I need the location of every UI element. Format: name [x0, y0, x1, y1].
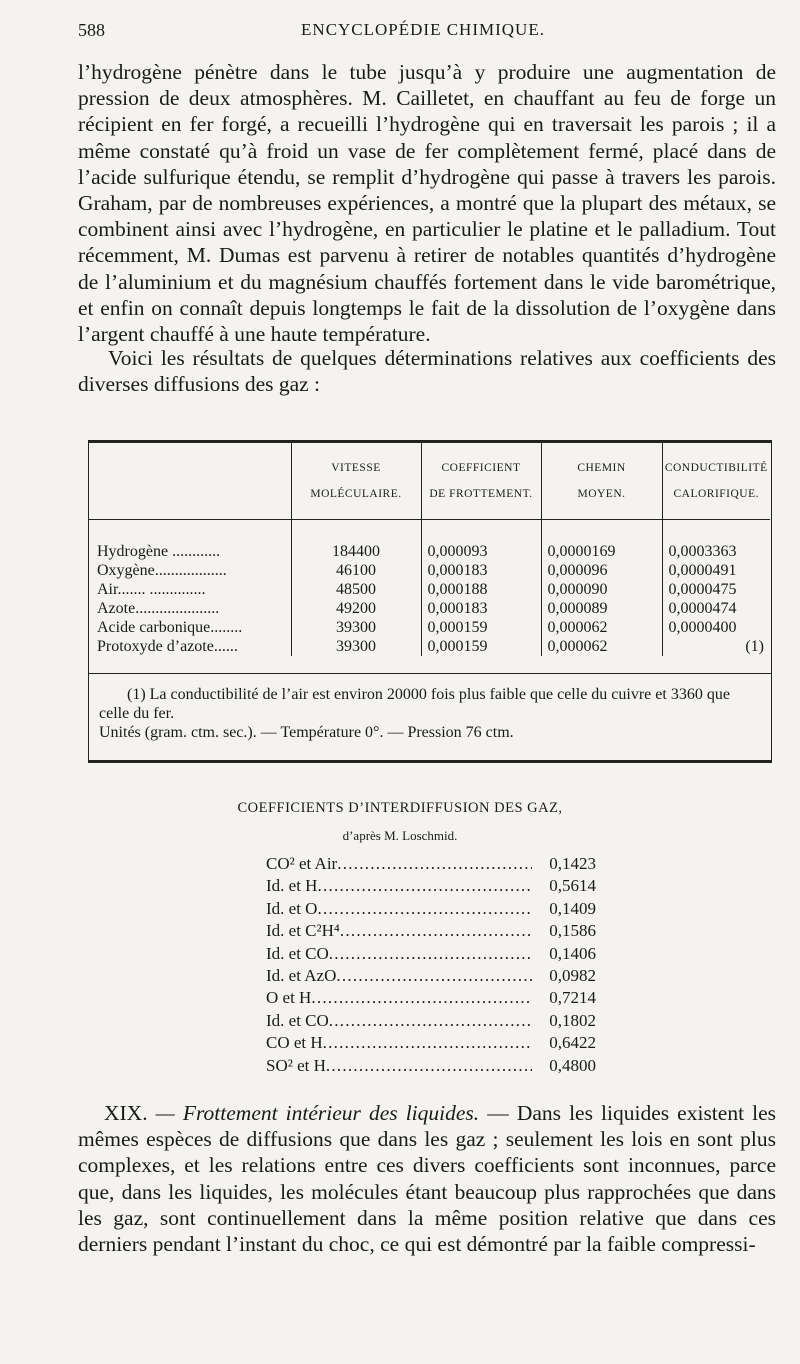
list-item	[266, 943, 596, 965]
table-row	[89, 561, 770, 580]
gas-pair: Id. et CO	[266, 1010, 329, 1030]
conductibilite-value: 0,0000491	[662, 561, 770, 580]
list-item	[266, 898, 596, 920]
header-conductibilite: CONDUCTIBILITÉ CALORIFIQUE.	[662, 443, 770, 520]
coefficient-value: 0,1423	[549, 854, 596, 873]
section-body: — Dans les liquides existent les mêmes espèces de diffusions que dans les gaz ; seulement les lois en sont plus complexes, et les relations entre ces divers coefficients sont inconnues, parce que, dans les liquides, les molécules étant beaucoup plus rapprochées que dans les gaz, sont continuellement dans la même position relative que dans ces derniers pendant l’instant du choc, ce qui est démontré par la faible compressi-	[78, 1101, 777, 1257]
coefficient-value: 0,1406	[549, 943, 596, 963]
gas-name: Hydrogène ............	[97, 543, 221, 560]
list-item	[266, 987, 596, 1009]
gas-name: Azote.....................	[97, 600, 220, 617]
list-item	[266, 853, 596, 875]
diffusion-table-frame	[88, 440, 772, 763]
list-item	[266, 875, 596, 897]
chemin-value: 0,0000169	[541, 520, 662, 562]
page-number: 588	[78, 20, 105, 40]
table-row	[89, 520, 770, 562]
header-chemin: CHEMIN MOYEN.	[541, 443, 662, 520]
list-item	[266, 965, 596, 987]
gas-name: Protoxyde d’azote......	[97, 638, 238, 655]
gas-pair: O et H	[266, 988, 312, 1008]
gas-pair: Id. et C²H⁴	[266, 921, 340, 941]
table-row	[89, 580, 770, 599]
vitesse-value: 39300	[291, 618, 421, 637]
running-title: ENCYCLOPÉDIE CHIMIQUE.	[301, 20, 545, 39]
section-number: XIX.	[104, 1101, 148, 1125]
chemin-value: 0,000089	[541, 599, 662, 618]
units-note: Unités (gram. ctm. sec.). — Température 0°. — Pression 76 ctm.	[99, 724, 514, 741]
conductibilite-value: 0,0000400	[662, 618, 770, 637]
frottement-value: 0,000183	[421, 599, 541, 618]
chemin-value: 0,000062	[541, 637, 662, 656]
paragraph-liquid-friction	[78, 1100, 776, 1257]
list-item	[266, 1010, 596, 1032]
table-row	[89, 599, 770, 618]
gas-name: Air....... ..............	[97, 581, 206, 598]
chemin-value: 0,000062	[541, 618, 662, 637]
header-frottement: COEFFICIENT DE FROTTEMENT.	[421, 443, 541, 520]
table-row	[89, 637, 770, 656]
gas-pair: Id. et CO	[266, 943, 329, 963]
list-item	[266, 920, 596, 942]
table-notes	[99, 685, 761, 742]
chemin-value: 0,000096	[541, 561, 662, 580]
diffusion-table	[89, 443, 770, 656]
table-notes-divider	[89, 673, 771, 674]
chemin-value: 0,000090	[541, 580, 662, 599]
vitesse-value: 184400	[291, 520, 421, 562]
header-vitesse: VITESSE MOLÉCULAIRE.	[291, 443, 421, 520]
interdiffusion-title: COEFFICIENTS D’INTERDIFFUSION DES GAZ,	[237, 800, 563, 816]
paragraph-hydrogen-diffusion: l’hydrogène pénètre dans le tube jusqu’à y produire une augmentation de pression de deux atmosphères. M. Cailletet, en chauffant au feu de forge un récipient en fer forgé, a recueilli l’hydrogène qui en traversait les parois ; il a même constaté qu’à froid un vase de fer complètement fermé, placé dans de l’acide sulfurique étendu, se remplit d’hydrogène qui passe à travers les parois. Graham, par de nombreuses expériences, a montré que la plupart des métaux, se combinent ainsi avec l’hydrogène, en particulier le platine et le palladium. Tout récemment, M. Dumas est parvenu à retirer de notables quantités d’hydrogène de l’aluminium et du magnésium chauffés fortement dans le vide barométrique, et enfin on connaît depuis longtemps le fait de la dissolution de l’oxygène dans l’argent chauffé à une haute température.	[78, 60, 776, 347]
gas-name: Oxygène..................	[97, 562, 227, 579]
frottement-value: 0,000188	[421, 580, 541, 599]
coefficient-value: 0,0982	[549, 965, 596, 985]
footnote-conductibility: (1) La conductibilité de l’air est environ 20000 fois plus faible que celle du cuivre et 3360 que celle du fer.	[99, 686, 730, 722]
list-item	[266, 1032, 596, 1054]
coefficient-value: 0,5614	[549, 876, 596, 896]
section-title: — Frottement intérieur des liquides.	[155, 1101, 480, 1125]
page-header	[78, 20, 768, 50]
gas-pair: Id. et O	[266, 898, 318, 918]
conductibilite-value: 0,0000474	[662, 599, 770, 618]
coefficient-value: 0,1409	[549, 898, 596, 918]
gas-pair: CO² et Air	[266, 854, 338, 873]
coefficient-value: 0,7214	[549, 988, 596, 1008]
frottement-value: 0,000159	[421, 618, 541, 637]
header-gas	[89, 443, 291, 520]
interdiffusion-subtitle: d’après M. Loschmid.	[342, 828, 458, 843]
frottement-value: 0,000159	[421, 637, 541, 656]
gas-pair: Id. et H	[266, 876, 318, 896]
coefficient-value: 0,1586	[549, 921, 596, 941]
vitesse-value: 46100	[291, 561, 421, 580]
vitesse-value: 49200	[291, 599, 421, 618]
paragraph-table-intro: Voici les résultats de quelques déterminations relatives aux coefficients des diverses diffusions des gaz :	[78, 346, 776, 397]
table-row	[89, 618, 770, 637]
frottement-value: 0,000183	[421, 561, 541, 580]
gas-pair: SO² et H	[266, 1055, 326, 1075]
gas-pair: Id. et AzO	[266, 965, 337, 985]
coefficient-value: 0,1802	[549, 1010, 596, 1030]
vitesse-value: 48500	[291, 580, 421, 599]
coefficient-value: 0,4800	[549, 1055, 596, 1075]
conductibilite-value: 0,0000475	[662, 580, 770, 599]
gas-pair: CO et H	[266, 1033, 323, 1053]
list-item	[266, 1055, 596, 1077]
coefficient-value: 0,6422	[549, 1033, 596, 1053]
conductibilite-footnote-mark: (1)	[662, 637, 770, 656]
gas-name: Acide carbonique........	[97, 619, 243, 636]
conductibilite-value: 0,0003363	[662, 520, 770, 562]
interdiffusion-list	[266, 853, 596, 1077]
frottement-value: 0,000093	[421, 520, 541, 562]
table-header-row	[89, 443, 770, 520]
vitesse-value: 39300	[291, 637, 421, 656]
